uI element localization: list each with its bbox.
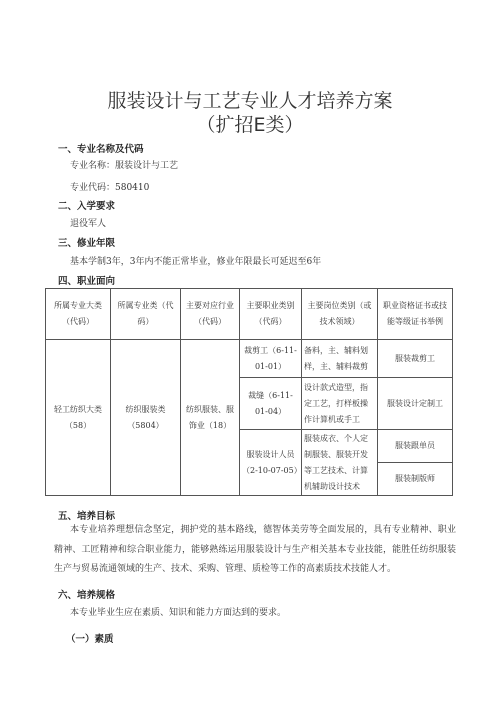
table-header-row — [46, 289, 453, 340]
certificate-cell: 服装设计定制工 — [378, 378, 453, 430]
table-header-cell: 职业资格证书或技能等级证书举例 — [378, 289, 453, 340]
training-spec-text: 本专业毕业生应在素质、知识和能力方面达到的要求。 — [70, 608, 287, 618]
table-header-cell: 主要岗位类别（或技术领域） — [302, 289, 378, 340]
position-cell: 备料，主、辅料划样，主、辅料裁剪 — [302, 340, 378, 378]
section-heading-5: 五、培养目标 — [58, 511, 116, 522]
table-header-cell: 所属专业类（代码） — [111, 289, 181, 340]
certificate-cell: 服装制版师 — [378, 463, 453, 496]
certificate-cell: 服装跟单员 — [378, 430, 453, 463]
major-class-cell: 纺织服装类（5804） — [111, 340, 181, 496]
section-heading-1: 一、专业名称及代码 — [58, 144, 144, 155]
section-heading-6: 六、培养规格 — [58, 590, 116, 601]
industry-cell: 纺织服装、服饰业（18） — [181, 340, 240, 496]
job-cell: 服装设计人员（2-10-07-05） — [240, 430, 302, 496]
document-title: 服装设计与工艺专业人才培养方案 — [107, 90, 393, 112]
major-name: 专业名称：服装设计与工艺 — [70, 161, 179, 171]
subsection-heading-quality: （一）素质 — [66, 634, 114, 645]
training-goal-text: 本专业培养理想信念坚定，拥护党的基本路线，德智体美劳等全面发展的，具有专业精神、职业精神、工匠精神和综合职业能力，能够熟练运用服装设计与生产相关基本专业技能，能胜任纺织服装生产与贸易流通领域的生产、技术、采购、管理、质检等工作的高素质技术技能人才。 — [54, 525, 456, 574]
admission-text: 退役军人 — [70, 219, 107, 229]
position-cell: 服装成衣、个人定制服装、服装开发等工艺技术、计算机辅助设计技术 — [302, 430, 378, 496]
job-cell: 裁缝（6-11-01-04） — [240, 378, 302, 430]
table-row — [46, 340, 453, 378]
section-heading-2: 二、入学要求 — [58, 201, 116, 212]
major-category-cell: 轻工纺织大类（58） — [46, 340, 111, 496]
table-header-cell: 主要对应行业（代码） — [181, 289, 240, 340]
job-cell: 裁剪工（6-11-01-01） — [240, 340, 302, 378]
section-heading-4: 四、职业面向 — [58, 276, 116, 287]
document-subtitle: （扩招E类） — [196, 114, 304, 136]
career-table — [45, 288, 453, 496]
certificate-cell: 服装裁剪工 — [378, 340, 453, 378]
duration-text: 基本学制3年，3年内不能正常毕业，修业年限最长可延迟至6年 — [70, 257, 322, 267]
major-code: 专业代码：580410 — [70, 183, 150, 193]
table-header-cell: 主要职业类别（代码） — [240, 289, 302, 340]
section-heading-3: 三、修业年限 — [58, 238, 116, 249]
table-header-cell: 所属专业大类（代码） — [46, 289, 111, 340]
position-cell: 设计款式造型，指定工艺，打样板操作计算机或手工 — [302, 378, 378, 430]
